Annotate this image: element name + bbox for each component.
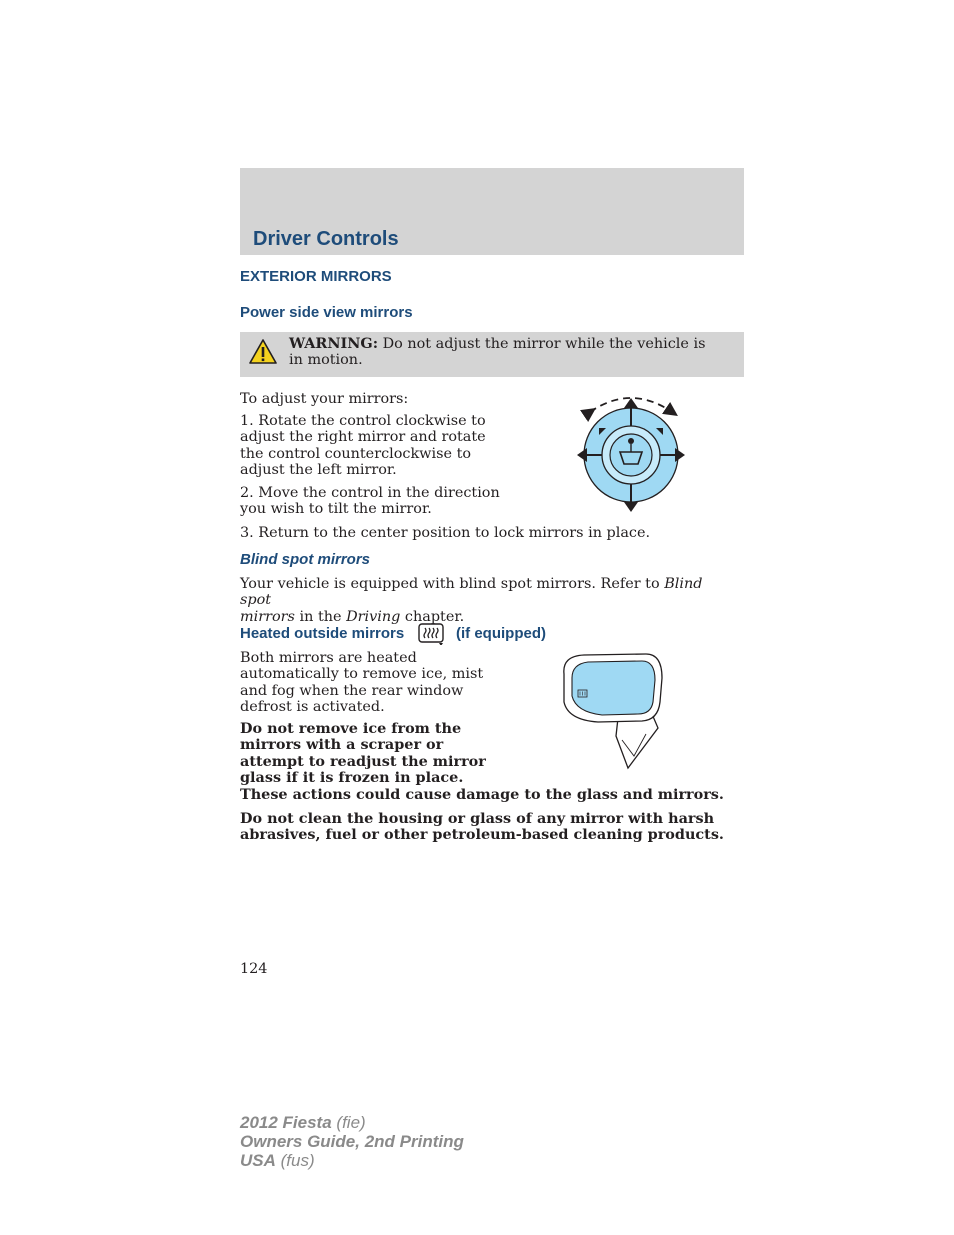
defrost-icon — [418, 623, 444, 649]
footer-edition: Owners Guide, 2nd Printing — [240, 1132, 464, 1151]
blind-ref: Blind spot — [240, 576, 703, 609]
chapter-ref: Driving — [346, 608, 401, 625]
footer-model-name: 2012 Fiesta — [240, 1113, 332, 1132]
step-1-line: adjust the right mirror and rotate — [240, 429, 486, 446]
mirror-control-illustration — [572, 390, 690, 522]
footer-market — [240, 1151, 315, 1170]
step-1-line: 1. Rotate the control clockwise to — [240, 413, 486, 429]
heated-line: Both mirrors are heated — [240, 650, 417, 666]
caution-line: attempt to readjust the mirror — [240, 752, 486, 770]
caution-line: These actions could cause damage to the glass and mirrors. — [240, 785, 724, 803]
heated-heading-suffix: (if equipped) — [456, 625, 546, 642]
heated-line: automatically to remove ice, mist — [240, 666, 484, 683]
heated-mirror-illustration — [558, 652, 666, 776]
footer-model — [240, 1113, 366, 1132]
heated-line: and fog when the rear window — [240, 682, 464, 699]
footer-market-code: (fus) — [275, 1151, 315, 1170]
subsection-heading-power-mirrors: Power side view mirrors — [240, 304, 413, 321]
step-1 — [240, 413, 486, 479]
caution-line: glass if it is frozen in place. — [240, 769, 464, 787]
warning-label: WARNING: — [289, 335, 379, 352]
warning-message: Do not adjust the mirror while the vehicle is in motion. — [289, 336, 706, 369]
step-2-line: 2. Move the control in the direction — [240, 485, 500, 501]
step-1-line: the control counterclockwise to — [240, 445, 472, 462]
chapter-title: Driver Controls — [253, 228, 399, 250]
caution-line: mirrors with a scraper or — [240, 736, 444, 754]
blind-ref-cont: mirrors — [240, 608, 295, 625]
blind-spot-text — [240, 576, 720, 625]
adjust-intro: To adjust your mirrors: — [240, 391, 409, 407]
subsection-heading-blind-spot: Blind spot mirrors — [240, 551, 371, 568]
footer-model-code: (fie) — [331, 1113, 366, 1132]
caution-line: Do not clean the housing or glass of any mirror with harsh — [240, 810, 715, 827]
blind-text: chapter. — [400, 608, 465, 625]
footer-market-name: USA — [240, 1151, 276, 1170]
step-3: 3. Return to the center position to lock mirrors in place. — [240, 525, 651, 541]
step-2-line: you wish to tilt the mirror. — [240, 501, 432, 518]
blind-text: Your vehicle is equipped with blind spot mirrors. Refer to — [240, 576, 665, 592]
subsection-heading-heated-mirrors — [240, 625, 546, 642]
caution-line: Do not remove ice from the — [240, 720, 462, 737]
heated-line: defrost is activated. — [240, 699, 385, 716]
warning-text — [289, 336, 719, 369]
caution-cleaning — [240, 811, 724, 844]
heated-heading-text: Heated outside mirrors — [240, 625, 405, 642]
blind-text: in the — [294, 608, 347, 625]
section-title: EXTERIOR MIRRORS — [240, 268, 392, 285]
step-1-line: adjust the left mirror. — [240, 462, 397, 479]
caution-line: abrasives, fuel or other petroleum-based cleaning products. — [240, 826, 724, 844]
page-number: 124 — [240, 961, 268, 977]
heated-description — [240, 650, 483, 716]
warning-triangle-icon — [248, 338, 278, 370]
step-2 — [240, 485, 500, 518]
